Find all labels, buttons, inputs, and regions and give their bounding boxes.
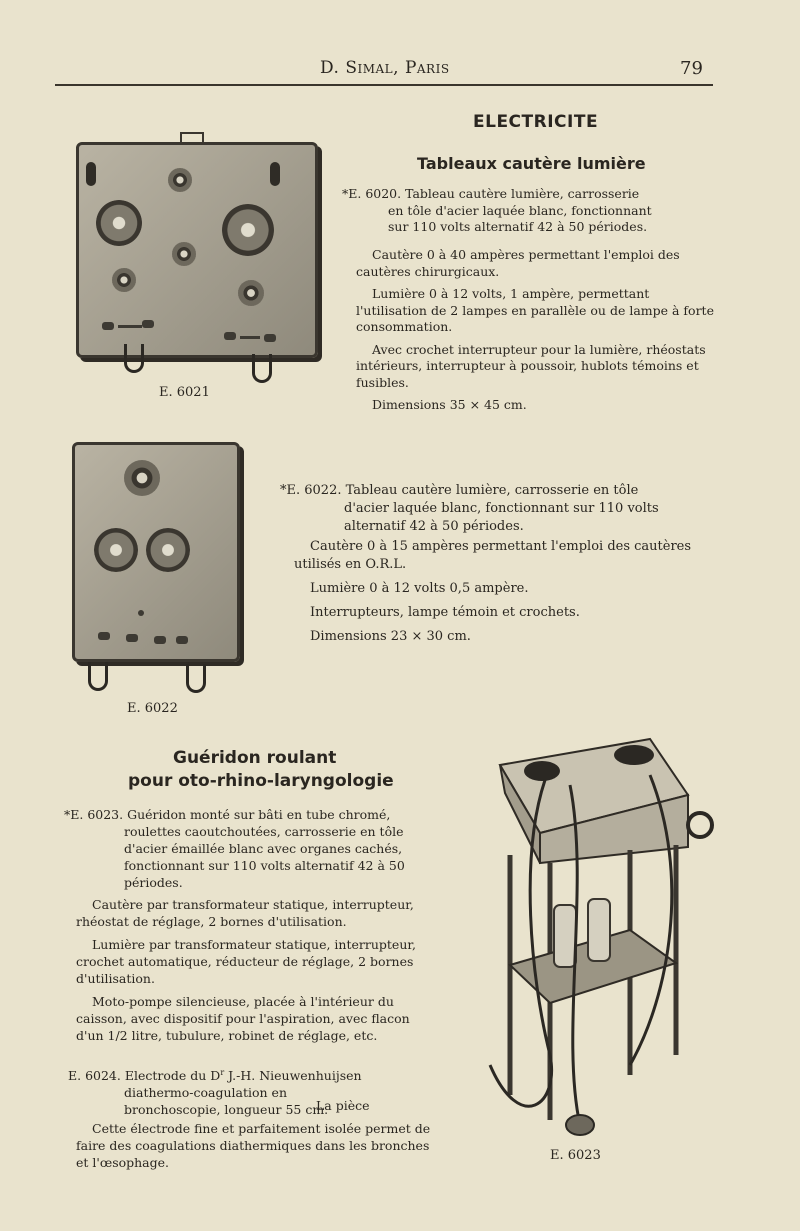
- item-e6024-ref: E. 6024.: [68, 1068, 121, 1084]
- terminal-4: [176, 636, 188, 644]
- fuse-left: [86, 162, 96, 186]
- item-e6022: [280, 482, 664, 536]
- terminal-right: [224, 332, 236, 340]
- item-e6020-desc: Tableau cautère lumière, carrosserie en tôle d'acier laquée blanc, fonctionnant sur 110 volts alternatif 42 à 50 périodes.: [388, 186, 652, 234]
- hook-right-small: [186, 664, 206, 693]
- terminal-right-2: [264, 334, 276, 342]
- item-e6022-ref: *E. 6022.: [280, 483, 342, 498]
- switch-right: [240, 336, 260, 339]
- window-left: [96, 200, 142, 246]
- block1-p3: Avec crochet interrupteur pour la lumière, rhéostats intérieurs, interrupteur à poussoir, hublots témoins et fusibles.: [356, 341, 706, 390]
- pilot-lamp: [138, 610, 144, 616]
- figure-e6022: [72, 442, 244, 702]
- item-e6024-desc-a: Electrode du D: [124, 1068, 221, 1084]
- panel-terminal-top: [180, 132, 204, 142]
- header-title: D. Simal, Paris: [320, 58, 450, 78]
- block3-paragraphs: [76, 896, 440, 1044]
- block3-p2: Lumière par transformateur statique, interrupteur, crochet automatique, réducteur de réglage, 2 bornes d'utilisation.: [76, 937, 416, 986]
- block2-p1: Cautère 0 à 15 ampères permettant l'emploi des cautères utilisés en O.R.L.: [294, 539, 692, 572]
- caption-e6023: E. 6023: [550, 1148, 601, 1163]
- block3-title-line2: pour oto-rhino-laryngologie: [128, 771, 394, 791]
- block2-paragraphs: [294, 538, 728, 646]
- terminal-1: [98, 632, 110, 640]
- item-e6024-sup: r: [220, 1068, 225, 1077]
- terminal-left-2: [142, 320, 154, 328]
- section-title: ELECTRICITE: [473, 112, 599, 132]
- hook-left-small: [88, 662, 108, 691]
- block3-p3: Moto-pompe silencieuse, placée à l'intérieur du caisson, avec dispositif pour l'aspiration, avec flacon d'un 1/2 litre, tubulure, robinet de réglage, etc.: [76, 994, 410, 1043]
- knob-left-small: [94, 528, 138, 572]
- figure-e6023: [450, 735, 725, 1145]
- block1-paragraphs: [356, 247, 722, 414]
- block3-p4: Cette électrode fine et parfaitement isolée permet de faire des coagulations diathermiques dans les bronches et l'œsophage.: [76, 1121, 431, 1170]
- block2-p2: Lumière 0 à 12 volts 0,5 ampère.: [310, 581, 529, 596]
- block1-p2: Lumière 0 à 12 volts, 1 ampère, permettant l'utilisation de 2 lampes en parallèle ou de lampe à forte consommation.: [356, 286, 714, 334]
- knob-left: [112, 268, 136, 292]
- caption-e6022: E. 6022: [127, 701, 178, 716]
- indicator-light-top: [168, 168, 192, 192]
- terminal-left: [102, 322, 114, 330]
- item-e6020: [342, 186, 658, 236]
- switch-left: [118, 325, 142, 328]
- hook-left: [124, 344, 144, 373]
- block2-p3: Interrupteurs, lampe témoin et crochets.: [310, 605, 580, 620]
- header-rule: [55, 84, 713, 86]
- block1-title: Tableaux cautère lumière: [417, 154, 646, 173]
- item-e6020-ref: *E. 6020.: [342, 186, 402, 201]
- terminal-2: [126, 634, 138, 642]
- figure-e6021: [76, 138, 321, 388]
- knob-center: [172, 242, 196, 266]
- block3-title-line1: Guéridon roulant: [173, 748, 337, 768]
- hook-right: [252, 354, 272, 383]
- caption-e6021: E. 6021: [159, 385, 210, 400]
- knob-right-small: [146, 528, 190, 572]
- item-e6023-ref: *E. 6023.: [64, 807, 124, 822]
- block3-p1: Cautère par transformateur statique, interrupteur, rhéostat de réglage, 2 bornes d'utilisation.: [76, 897, 414, 929]
- item-e6024-price-label: La pièce: [316, 1098, 370, 1113]
- block1-p4: Dimensions 35 × 45 cm.: [372, 397, 527, 412]
- item-e6022-desc: Tableau cautère lumière, carrosserie en tôle d'acier laquée blanc, fonctionnant sur 110 volts alternatif 42 à 50 périodes.: [344, 483, 659, 534]
- indicator-window: [124, 460, 160, 496]
- window-right: [222, 204, 274, 256]
- page-number: 79: [680, 58, 703, 79]
- terminal-3: [154, 636, 166, 644]
- block1-p1: Cautère 0 à 40 ampères permettant l'emploi des cautères chirurgicaux.: [356, 247, 680, 279]
- block2-p4: Dimensions 23 × 30 cm.: [310, 629, 471, 644]
- item-e6024-desc-b: J.-H. Nieuwenhuijsen diathermo-coagulation en bronchoscopie, longueur 55 cm.: [124, 1068, 362, 1118]
- block3-p4-wrap: [76, 1120, 440, 1171]
- knob-right: [238, 280, 264, 306]
- item-e6023: [64, 806, 418, 891]
- item-e6023-desc: Guéridon monté sur bâti en tube chromé, roulettes caoutchoutées, carrosserie en tôle d'acier émaillée blanc avec organes cachés, fonctionnant sur 110 volts alternatif 42 à 50 périodes.: [124, 807, 405, 890]
- ent-cart-image: [450, 735, 725, 1145]
- fuse-right: [270, 162, 280, 186]
